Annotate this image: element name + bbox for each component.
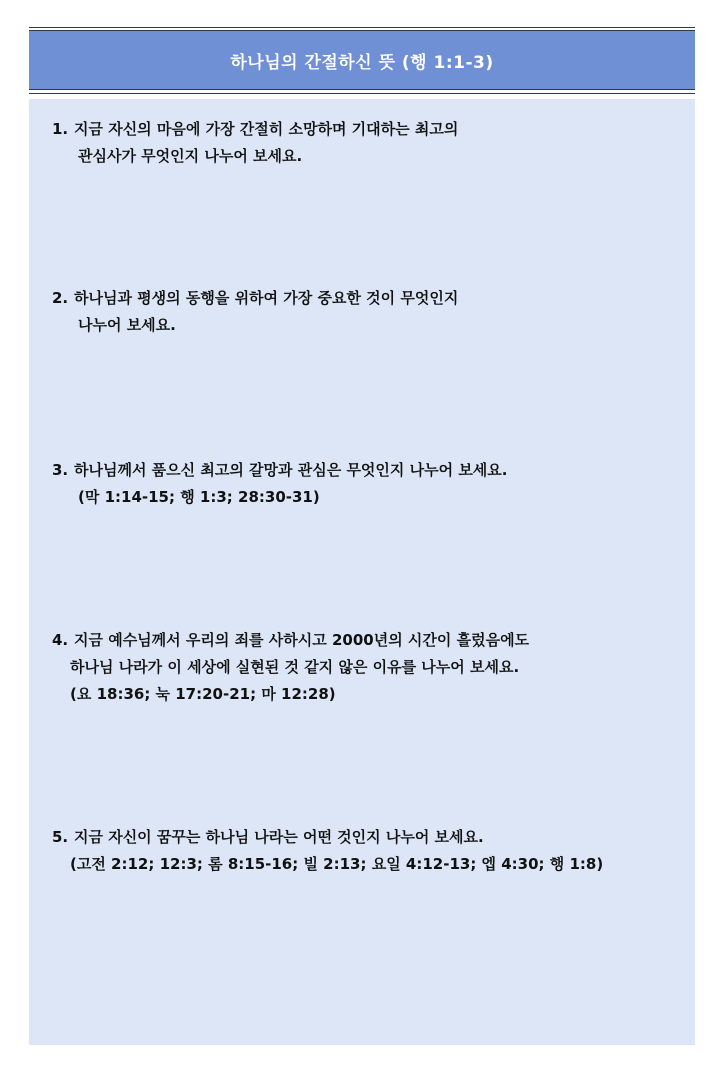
question-text: 지금 예수님께서 우리의 죄를 사하시고 2000년의 시간이 흘렀음에도: [74, 631, 530, 649]
question-1: [52, 116, 672, 170]
question-text-continued: 관심사가 무엇인지 나누어 보세요.: [78, 147, 303, 165]
question-5: [52, 824, 672, 878]
question-number: 3.: [52, 461, 69, 479]
question-4: [52, 627, 672, 708]
question-number: 1.: [52, 120, 69, 138]
question-number: 5.: [52, 828, 69, 846]
scripture-reference: (막 1:14-15; 행 1:3; 28:30-31): [78, 488, 320, 506]
question-text: 하나님께서 품으신 최고의 갈망과 관심은 무엇인지 나누어 보세요.: [74, 461, 508, 479]
question-text: 하나님과 평생의 동행을 위하여 가장 중요한 것이 무엇인지: [74, 289, 459, 307]
scripture-reference: (고전 2:12; 12:3; 롬 8:15-16; 빌 2:13; 요일 4:12-13; 엡 4:30; 행 1:8): [70, 855, 604, 873]
header-bottom-rule: [29, 89, 695, 94]
page-title: 하나님의 간절하신 뜻 (행 1:1-3): [230, 52, 494, 73]
question-2: [52, 285, 672, 339]
question-text-continued: 하나님 나라가 이 세상에 실현된 것 같지 않은 이유를 나누어 보세요.: [70, 658, 520, 676]
question-number: 2.: [52, 289, 69, 307]
question-text: 지금 자신이 꿈꾸는 하나님 나라는 어떤 것인지 나누어 보세요.: [74, 828, 484, 846]
title-banner: [29, 31, 695, 89]
question-3: [52, 457, 672, 511]
question-text-continued: 나누어 보세요.: [78, 316, 176, 334]
question-number: 4.: [52, 631, 69, 649]
questions-panel: [29, 99, 695, 1045]
scripture-reference: (요 18:36; 눅 17:20-21; 마 12:28): [70, 685, 336, 703]
question-text: 지금 자신의 마음에 가장 간절히 소망하며 기대하는 최고의: [74, 120, 459, 138]
